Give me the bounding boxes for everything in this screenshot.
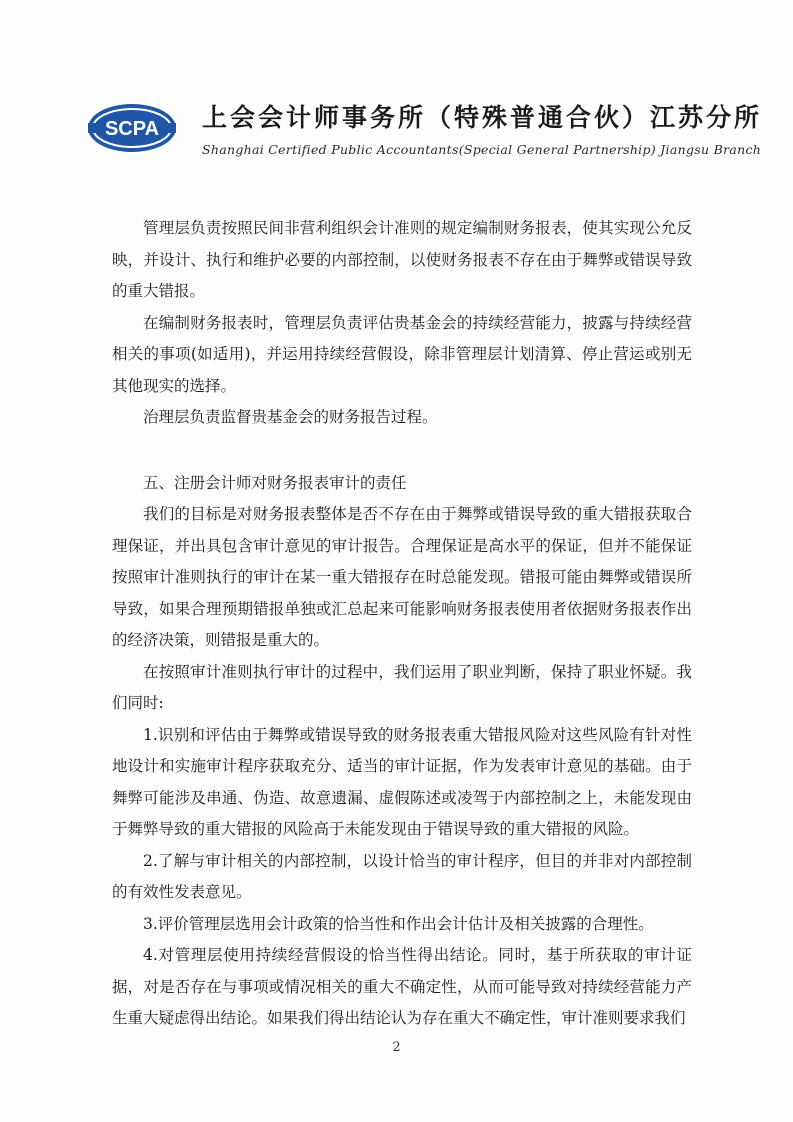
firm-name-chinese: 上会会计师事务所（特殊普通合伙）江苏分所 — [202, 103, 763, 132]
paragraph-governance: 治理层负责监督贵基金会的财务报告过程。 — [143, 408, 438, 426]
paragraph-audit-objective: 我们的目标是对财务报表整体是否不存在由于舞弊或错误导致的重大错报获取合理保证，并出具包含审计意见的审计报告。合理保证是高水平的保证，但并不能保证按照审计准则执行的审计在某一重大错报存在时总能发现。错报可能由舞弊或错误所导致，如果合理预期错报单独或汇总起来可能影响财务报表使用者依据财务报表作出的经济决策，则错报是重大的。 — [112, 505, 692, 649]
page-number: 2 — [392, 1040, 401, 1055]
paragraph-management-responsibility: 管理层负责按照民间非营利组织会计准则的规定编制财务报表，使其实现公允反映，并设计、执行和维护必要的内部控制，以使财务报表不存在由于舞弊或错误导致的重大错报。 — [112, 219, 692, 300]
section-heading-auditor-responsibility: 五、注册会计师对财务报表审计的责任 — [143, 473, 407, 492]
firm-name-english: Shanghai Certified Public Accountants(Special General Partnership) Jiangsu Branch — [202, 142, 762, 157]
letterhead — [86, 96, 763, 176]
list-item-going-concern-conclusion: 4.对管理层使用持续经营假设的恰当性得出结论。同时，基于所获取的审计证据，对是否存在与事项或情况相关的重大不确定性，从而可能导致对持续经营能力产生重大疑虑得出结论。如果我们得出结论认为存在重大不确定性，审计准则要求我们 — [112, 946, 692, 1027]
logo-text: SCPA — [104, 118, 160, 140]
report-body — [112, 213, 692, 1035]
paragraph-professional-judgment: 在按照审计准则执行审计的过程中，我们运用了职业判断，保持了职业怀疑。我们同时: — [112, 662, 692, 712]
paragraph-going-concern: 在编制财务报表时，管理层负责评估贵基金会的持续经营能力，披露与持续经营相关的事项(如适用)，并运用持续经营假设，除非管理层计划清算、停止营运或别无其他现实的选择。 — [112, 313, 692, 395]
list-item-accounting-policies: 3.评价管理层选用会计政策的恰当性和作出会计估计及相关披露的合理性。 — [143, 914, 654, 933]
scpa-logo — [86, 102, 178, 154]
list-item-internal-control: 2.了解与审计相关的内部控制，以设计恰当的审计程序，但目的并非对内部控制的有效性发表意见。 — [112, 851, 692, 901]
list-item-risk-assessment: 1.识别和评估由于舞弊或错误导致的财务报表重大错报风险对这些风险有针对性地设计和实施审计程序获取充分、适当的审计证据，作为发表审计意见的基础。由于舞弊可能涉及串通、伪造、故意遗漏、虚假陈述或凌驾于内部控制之上，未能发现由于舞弊导致的重大错报的风险高于未能发现由于错误导致的重大错报的风险。 — [112, 725, 692, 838]
